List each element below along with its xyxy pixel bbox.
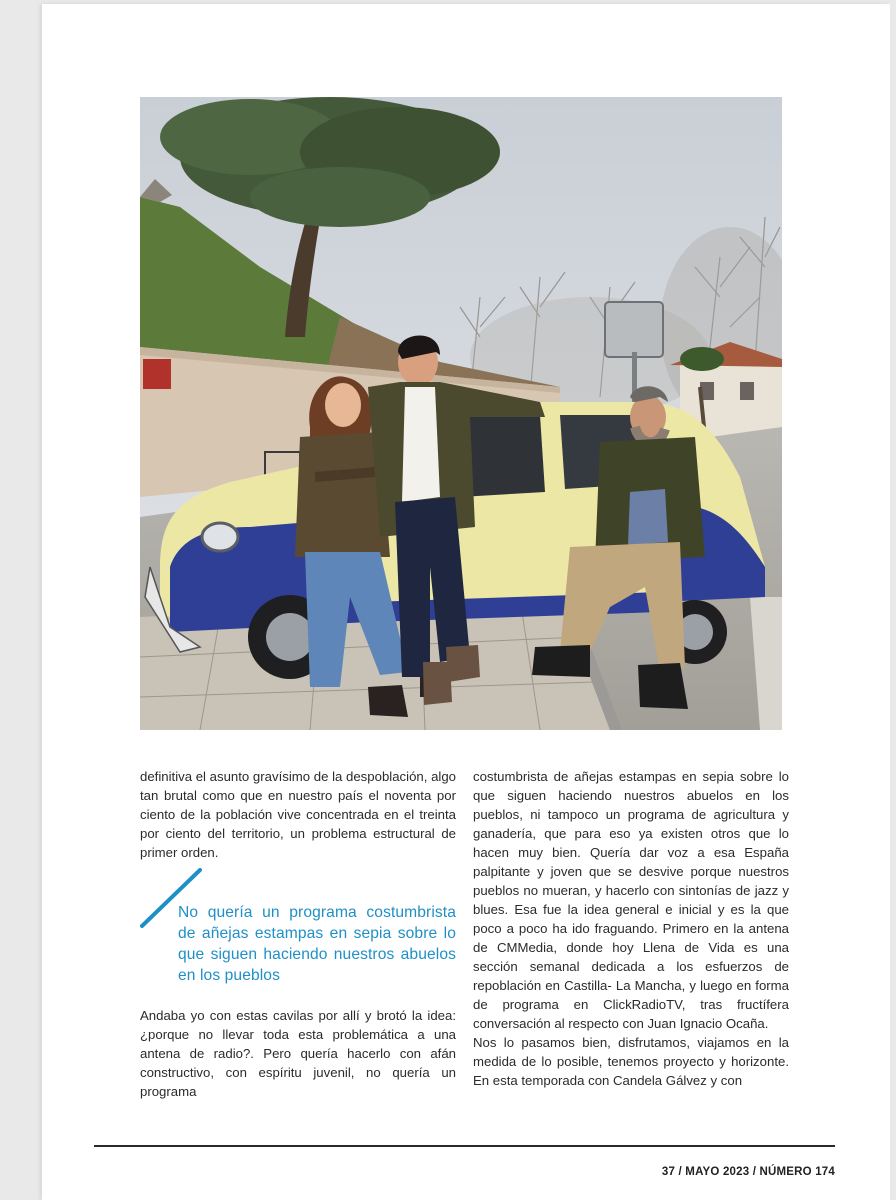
article-photo	[140, 97, 782, 730]
paragraph: Andaba yo con estas cavilas por allí y brotó la idea: ¿porque no llevar toda esta problemática a una antena de radio?. Pero quería hacerlo con afán constructivo, con espíritu juvenil, no quería un programa	[140, 1008, 456, 1099]
article-column-left-bottom	[140, 1006, 456, 1101]
footer-rule	[94, 1145, 835, 1147]
article-column-left-top	[140, 767, 456, 862]
article-column-right	[473, 767, 789, 1090]
photo-illustration	[140, 97, 782, 730]
pull-quote: No quería un programa costumbrista de añejas estampas en sepia sobre lo que siguen haciendo nuestros abuelos en los pueblos	[178, 904, 456, 984]
paragraph: Nos lo pasamos bien, disfrutamos, viajamos en la medida de lo posible, tenemos proyecto y horizonte. En esta temporada con Candela Gálvez y con	[473, 1035, 789, 1088]
paragraph: definitiva el asunto gravísimo de la despoblación, algo tan brutal como que en nuestro país el noventa por ciento de la población vive concentrada en el treinta por ciento del territorio, un problema estructural de primer orden.	[140, 769, 456, 860]
paragraph: costumbrista de añejas estampas en sepia sobre lo que siguen haciendo nuestros abuelos en los pueblos, ni tampoco un programa de agricultura y ganadería, que para eso ya existen otros que lo hacen muy bien. Quería dar voz a esa España palpitante y joven que se desvive porque nuestros pueblos no mueran, y hacerlo con sintonías de jazz y blues. Esa fue la idea general e inicial y es la que poco a poco ha ido fraguando. Primero en la antena de CMMedia, donde hoy Llena de Vida es una sección semanal dedicada a los esfuerzos de repoblación en Castilla- La Mancha, y luego en forma de programa en ClickRadioTV, tras fructífera conversación al respecto con Juan Ignacio Ocaña.	[473, 769, 789, 1031]
page-folio: 37 / MAYO 2023 / NÚMERO 174	[661, 1166, 835, 1178]
